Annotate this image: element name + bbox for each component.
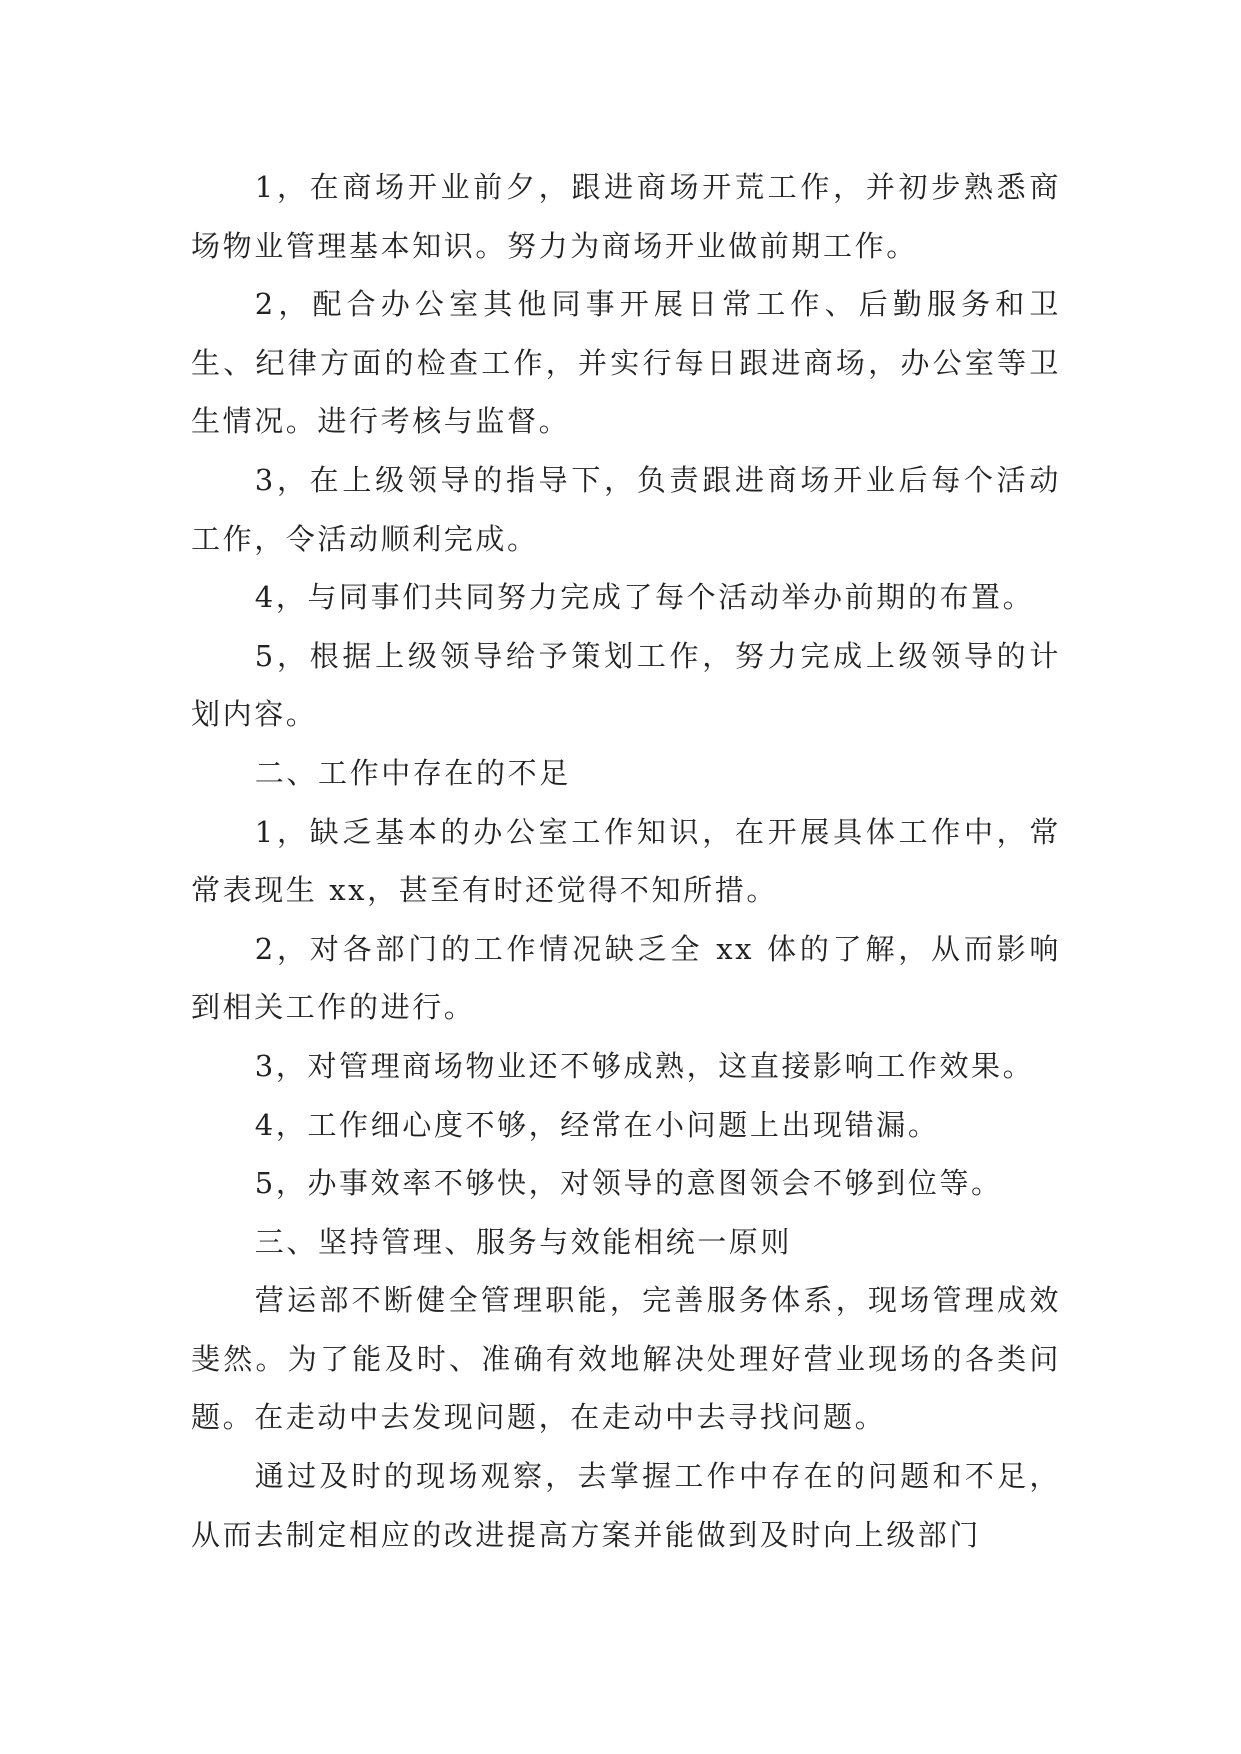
paragraph-1: 1，在商场开业前夕，跟进商场开荒工作，并初步熟悉商场物业管理基本知识。努力为商场开业做前期工作。 bbox=[191, 170, 1061, 263]
paragraph-9: 4，工作细心度不够，经常在小问题上出现错漏。 bbox=[254, 1107, 940, 1142]
paragraph-7: 2，对各部门的工作情况缺乏全 xx 体的了解，从而影响到相关工作的进行。 bbox=[191, 931, 1061, 1025]
section-heading-principle: 三、坚持管理、服务与效能相统一原则 bbox=[254, 1224, 792, 1259]
paragraph-10: 5，办事效率不够快，对领导的意图领会不够到位等。 bbox=[254, 1166, 1003, 1201]
paragraph-2: 2，配合办公室其他同事开展日常工作、后勤服务和卫生、纪律方面的检查工作，并实行每日跟进商场，办公室等卫生情况。进行考核与监督。 bbox=[191, 287, 1061, 439]
paragraph-5: 5，根据上级领导给予策划工作，努力完成上级领导的计划内容。 bbox=[191, 638, 1061, 732]
paragraph-3: 3，在上级领导的指导下，负责跟进商场开业后每个活动工作，令活动顺利完成。 bbox=[191, 462, 1061, 556]
paragraph-12: 通过及时的现场观察，去掌握工作中存在的问题和不足，从而去制定相应的改进提高方案并能做到及时向上级部门 bbox=[191, 1459, 1061, 1552]
section-heading-shortcomings: 二、工作中存在的不足 bbox=[254, 755, 571, 790]
document-body bbox=[191, 158, 1061, 1564]
paragraph-8: 3，对管理商场物业还不够成熟，这直接影响工作效果。 bbox=[254, 1048, 1035, 1083]
paragraph-4: 4，与同事们共同努力完成了每个活动举办前期的布置。 bbox=[254, 580, 1035, 615]
paragraph-6: 1，缺乏基本的办公室工作知识，在开展具体工作中，常常表现生 xx，甚至有时还觉得不知所措。 bbox=[191, 814, 1061, 908]
paragraph-11: 营运部不断健全管理职能，完善服务体系，现场管理成效斐然。为了能及时、准确有效地解决处理好营业现场的各类问题。在走动中去发现问题，在走动中去寻找问题。 bbox=[191, 1283, 1061, 1435]
